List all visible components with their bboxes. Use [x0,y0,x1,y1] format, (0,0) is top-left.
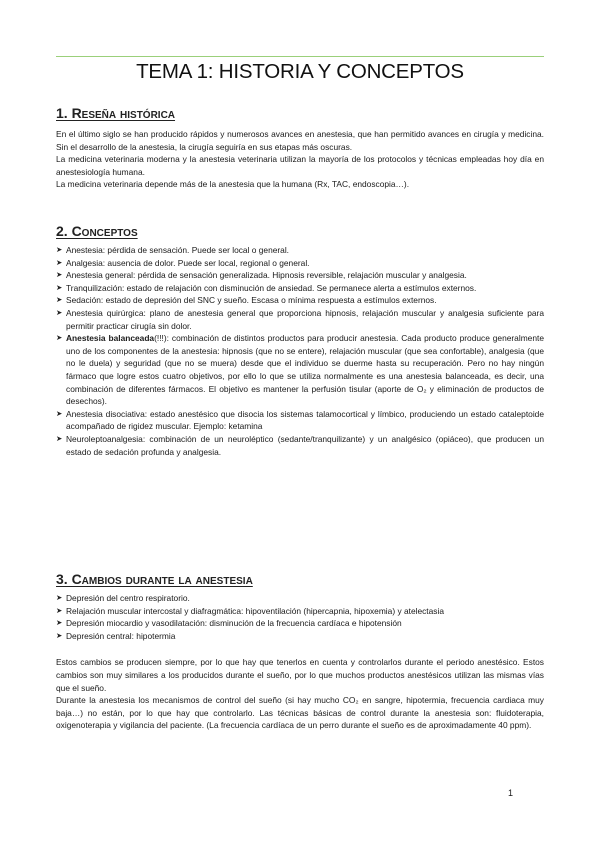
page-number: 1 [508,788,514,798]
changes-list [56,592,544,642]
list-item: ➤ Anestesia disociativa: estado anestésico que disocia los sistemas talamocortical y límbico, produciendo un estado cataleptoide acompañado de rigidez muscular. Ejemplo: ketamina [56,408,544,433]
paragraph: La medicina veterinaria moderna y la anestesia veterinaria utilizan la mayoría de los protocolos y técnicas empleadas hoy día en anestesiología humana. [56,154,544,177]
list-item: ➤ Sedación: estado de depresión del SNC y sueño. Escasa o mínima respuesta a estímulos externos. [56,294,544,307]
section-historia [56,104,544,191]
list-item: ➤ Anestesia: pérdida de sensación. Puede ser local o general. [56,244,544,257]
term-definition: (!!!): combinación de distintos productos para producir anestesia. Cada producto produce generalmente uno de los componentes de la anestesia: hipnosis (que no se entere), relajación muscular (que sea confortable), analgesia (que no le duela) y seguridad (que no se muera) desde que el individuo se duerme hasta su recuperación. Pero no hay ningún fármaco que logre estos cuatro objetivos, por ello lo que se utiliza normalmente es una anestesia balanceada, es decir, una combinación de diferentes fármacos. El objetivo es mantener la perfusión tisular (aporte de O₂ y eliminación de productos de desechos). [66,333,544,407]
page-title: TEMA 1: HISTORIA Y CONCEPTOS [136,60,464,83]
paragraph: La medicina veterinaria depende más de la anestesia que la humana (Rx, TAC, endoscopia…). [56,179,410,190]
list-item: ➤ Analgesia: ausencia de dolor. Puede ser local, regional o general. [56,257,544,270]
list-item: ➤ Relajación muscular intercostal y diafragmática: hipoventilación (hipercapnia, hipoxemia) y atelectasia [56,605,544,618]
paragraph: Estos cambios se producen siempre, por lo que hay que tenerlos en cuenta y controlarlos durante el periodo anestésico. Estos cambios son muy similares a los producidos durante el sueño, por lo que muchos productos anestésicos utilizan las mismas vías que el sueño. [56,657,544,693]
list-item: ➤ Tranquilización: estado de relajación con disminución de ansiedad. Se permanece alerta a estímulos externos. [56,282,544,295]
list-item: ➤ Anestesia general: pérdida de sensación generalizada. Hipnosis reversible, relajación muscular y analgesia. [56,269,544,282]
section-heading-1: 1. Reseña histórica [56,105,176,121]
section-heading-3: 3. Cambios durante la anestesia [56,571,253,587]
section-cambios [56,570,544,732]
list-item: ➤ Depresión central: hipotermia [56,630,544,643]
header-rule [56,56,544,57]
section-conceptos [56,222,544,458]
list-item-balanceada [56,332,544,408]
concepts-list [56,244,544,458]
paragraph: Durante la anestesia los mecanismos de control del sueño (si hay mucho CO₂ en sangre, hipotermia, frecuencia cardiaca muy baja…) no están, por lo que hay que controlarlo. Las técnicas básicas de control durante la anestesia son: fluidoterapia, oxigenoterapia y vigilancia del paciente. (La frecuencia cardíaca de un perro durante el sueño es de aproximadamente 40 ppm). [56,695,544,731]
list-item: ➤ Depresión miocardio y vasodilatación: disminución de la frecuencia cardíaca e hipotensión [56,617,544,630]
section-heading-2: 2. Conceptos [56,223,138,239]
list-item: ➤ Depresión del centro respiratorio. [56,592,544,605]
term-bold: Anestesia balanceada [66,333,155,344]
list-item: ➤ Neuroleptoanalgesia: combinación de un neuroléptico (sedante/tranquilizante) y un analgésico (opiáceo), que producen un estado de sedación profunda y analgesia. [56,433,544,458]
list-item: ➤ Anestesia quirúrgica: plano de anestesia general que proporciona hipnosis, relajación muscular y analgesia suficiente para permitir practicar cirugía sin dolor. [56,307,544,332]
paragraph: En el último siglo se han producido rápidos y numerosos avances en anestesia, que han permitido avances en cirugía y medicina. Sin el desarrollo de la anestesia, la cirugía seguiría en sus etapas más oscuras. [56,129,544,152]
